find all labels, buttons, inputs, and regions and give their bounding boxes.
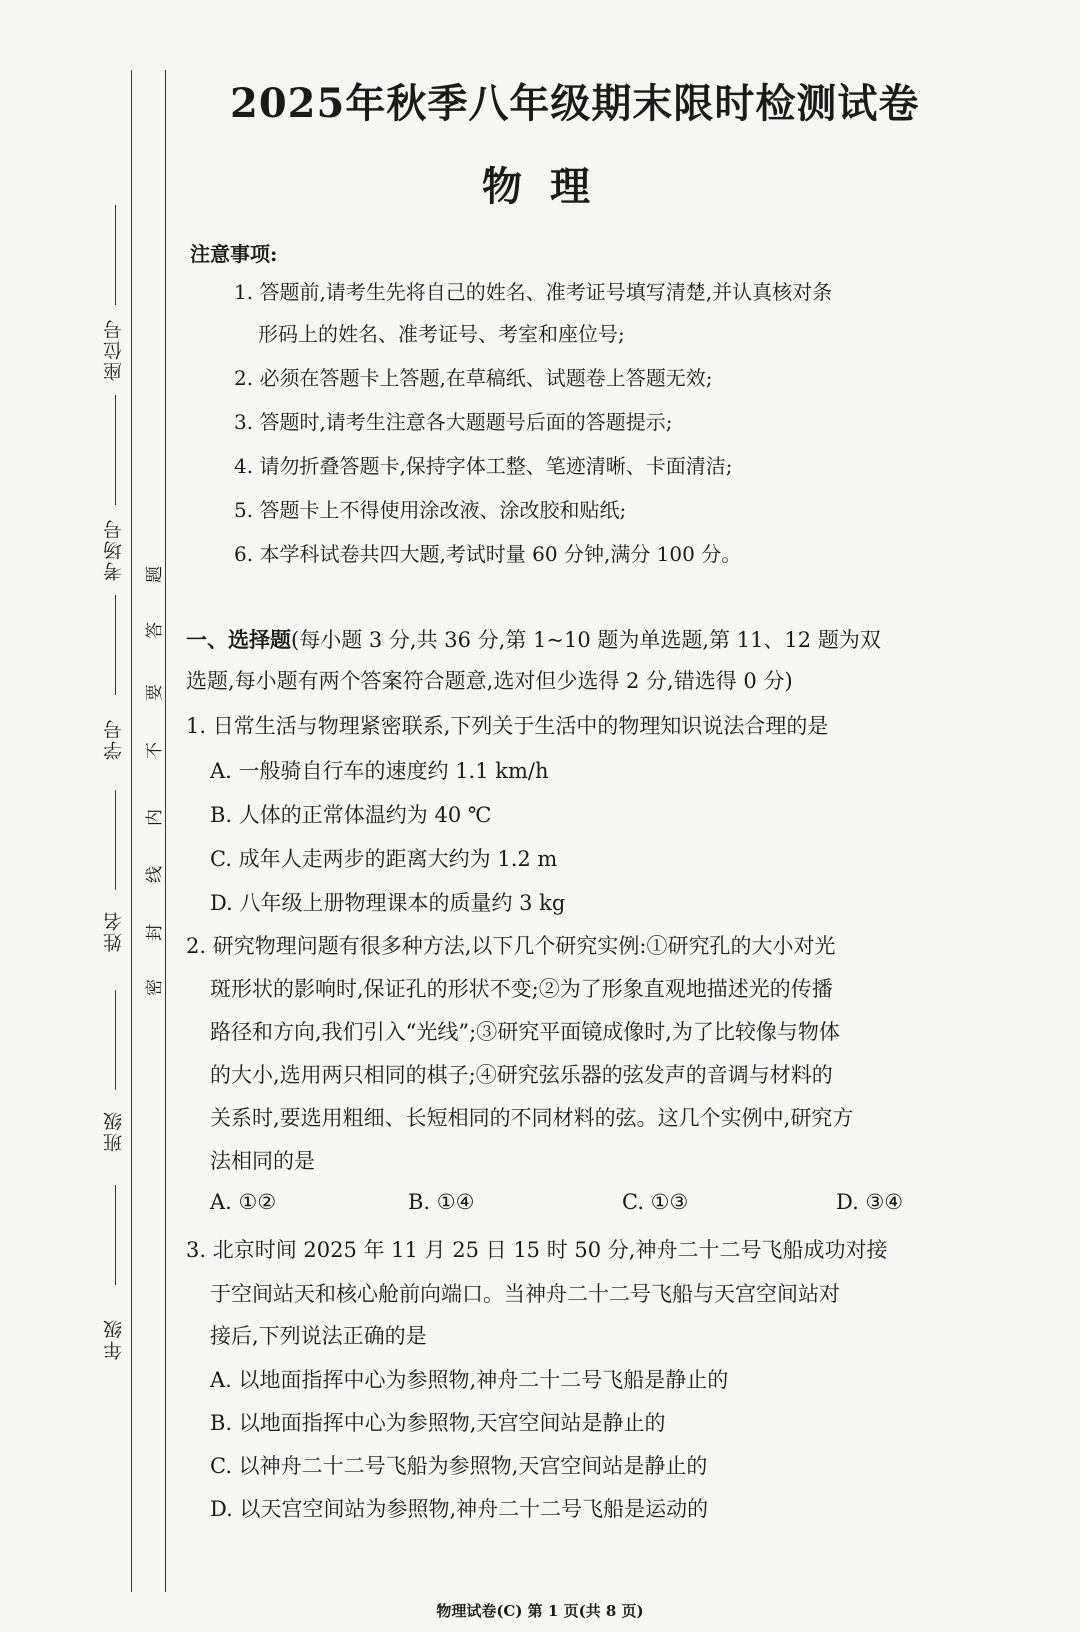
answer-option: B. 以地面指挥中心为参照物,天宫空间站是静止的	[210, 1411, 666, 1435]
answer-option: D. 以天宫空间站为参照物,神舟二十二号飞船是运动的	[210, 1497, 709, 1521]
question-stem: 3. 北京时间 2025 年 11 月 25 日 15 时 50 分,神舟二十二号飞船成功对接	[186, 1238, 888, 1262]
field-grade: 年级	[103, 1318, 125, 1360]
answer-option: C. 成年人走两步的距离大约为 1.2 m	[210, 847, 558, 871]
binding-margin-line	[165, 70, 166, 1592]
answer-option: B. ①④	[408, 1190, 475, 1214]
fill-line	[115, 595, 116, 695]
page-footer: 物理试卷(C) 第 1 页(共 8 页)	[436, 1602, 644, 1620]
question-stem: 接后,下列说法正确的是	[210, 1324, 427, 1348]
notice-item: 4. 请勿折叠答题卡,保持字体工整、笔迹清晰、卡面清洁;	[234, 454, 733, 478]
seal-char: 密	[145, 979, 165, 996]
seal-char: 不	[145, 742, 165, 759]
notice-item: 2. 必须在答题卡上答题,在草稿纸、试题卷上答题无效;	[234, 366, 713, 390]
notice-heading: 注意事项:	[190, 242, 278, 266]
question-stem: 1. 日常生活与物理紧密联系,下列关于生活中的物理知识说法合理的是	[186, 714, 829, 738]
seal-char: 线	[145, 866, 165, 883]
question-stem: 的大小,选用两只相同的棋子;④研究弦乐器的弦发声的音调与材料的	[210, 1063, 833, 1087]
exam-subject: 物理	[482, 163, 618, 210]
fill-line	[115, 395, 116, 505]
binding-margin-line	[131, 70, 132, 1592]
answer-option: D. ③④	[836, 1190, 904, 1214]
field-student-number: 学号	[103, 718, 125, 760]
section-instr-line: 选题,每小题有两个答案符合题意,选对但少选得 2 分,错选得 0 分)	[186, 669, 793, 693]
notice-item: 形码上的姓名、准考证号、考室和座位号;	[258, 322, 625, 346]
fill-line	[115, 990, 116, 1090]
seal-char: 题	[145, 566, 165, 583]
answer-option: A. 一般骑自行车的速度约 1.1 km/h	[210, 759, 549, 783]
field-seat-number: 座位号	[103, 318, 125, 381]
fill-line	[115, 205, 116, 305]
answer-option: A. ①②	[210, 1190, 277, 1214]
question-stem: 于空间站天和核心舱前向端口。当神舟二十二号飞船与天宫空间站对	[210, 1282, 840, 1306]
answer-option: D. 八年级上册物理课本的质量约 3 kg	[210, 891, 566, 915]
section-instructions	[186, 624, 881, 654]
fill-line	[115, 1185, 116, 1285]
answer-option: B. 人体的正常体温约为 40 ℃	[210, 803, 492, 827]
seal-char: 要	[145, 684, 165, 701]
notice-item: 6. 本学科试卷共四大题,考试时量 60 分钟,满分 100 分。	[234, 542, 742, 566]
section-instr-line: (每小题 3 分,共 36 分,第 1~10 题为单选题,第 11、12 题为双	[291, 628, 881, 652]
question-stem: 关系时,要选用粗细、长短相同的不同材料的弦。这几个实例中,研究方	[210, 1106, 854, 1130]
seal-char: 封	[145, 924, 165, 941]
notice-item: 1. 答题前,请考生先将自己的姓名、准考证号填写清楚,并认真核对条	[234, 280, 833, 304]
answer-option: A. 以地面指挥中心为参照物,神舟二十二号飞船是静止的	[210, 1368, 729, 1392]
notice-item: 3. 答题时,请考生注意各大题题号后面的答题提示;	[234, 410, 673, 434]
section-title: 一、选择题	[186, 627, 291, 652]
notice-item: 5. 答题卡上不得使用涂改液、涂改胶和贴纸;	[234, 498, 627, 522]
question-stem: 2. 研究物理问题有很多种方法,以下几个研究实例:①研究孔的大小对光	[186, 934, 836, 958]
answer-option: C. 以神舟二十二号飞船为参照物,天宫空间站是静止的	[210, 1454, 708, 1478]
fill-line	[115, 790, 116, 890]
seal-char: 答	[145, 622, 165, 639]
field-name: 姓名	[103, 910, 125, 952]
field-class: 班级	[103, 1110, 125, 1152]
exam-title: 2025年秋季八年级期末限时检测试卷	[230, 80, 920, 127]
question-stem: 路径和方向,我们引入“光线”;③研究平面镜成像时,为了比较像与物体	[210, 1020, 840, 1044]
answer-option: C. ①③	[622, 1190, 689, 1214]
question-stem: 斑形状的影响时,保证孔的形状不变;②为了形象直观地描述光的传播	[210, 977, 833, 1001]
seal-char: 内	[145, 809, 165, 826]
field-exam-room: 考场号	[103, 518, 125, 581]
question-stem: 法相同的是	[210, 1149, 315, 1173]
